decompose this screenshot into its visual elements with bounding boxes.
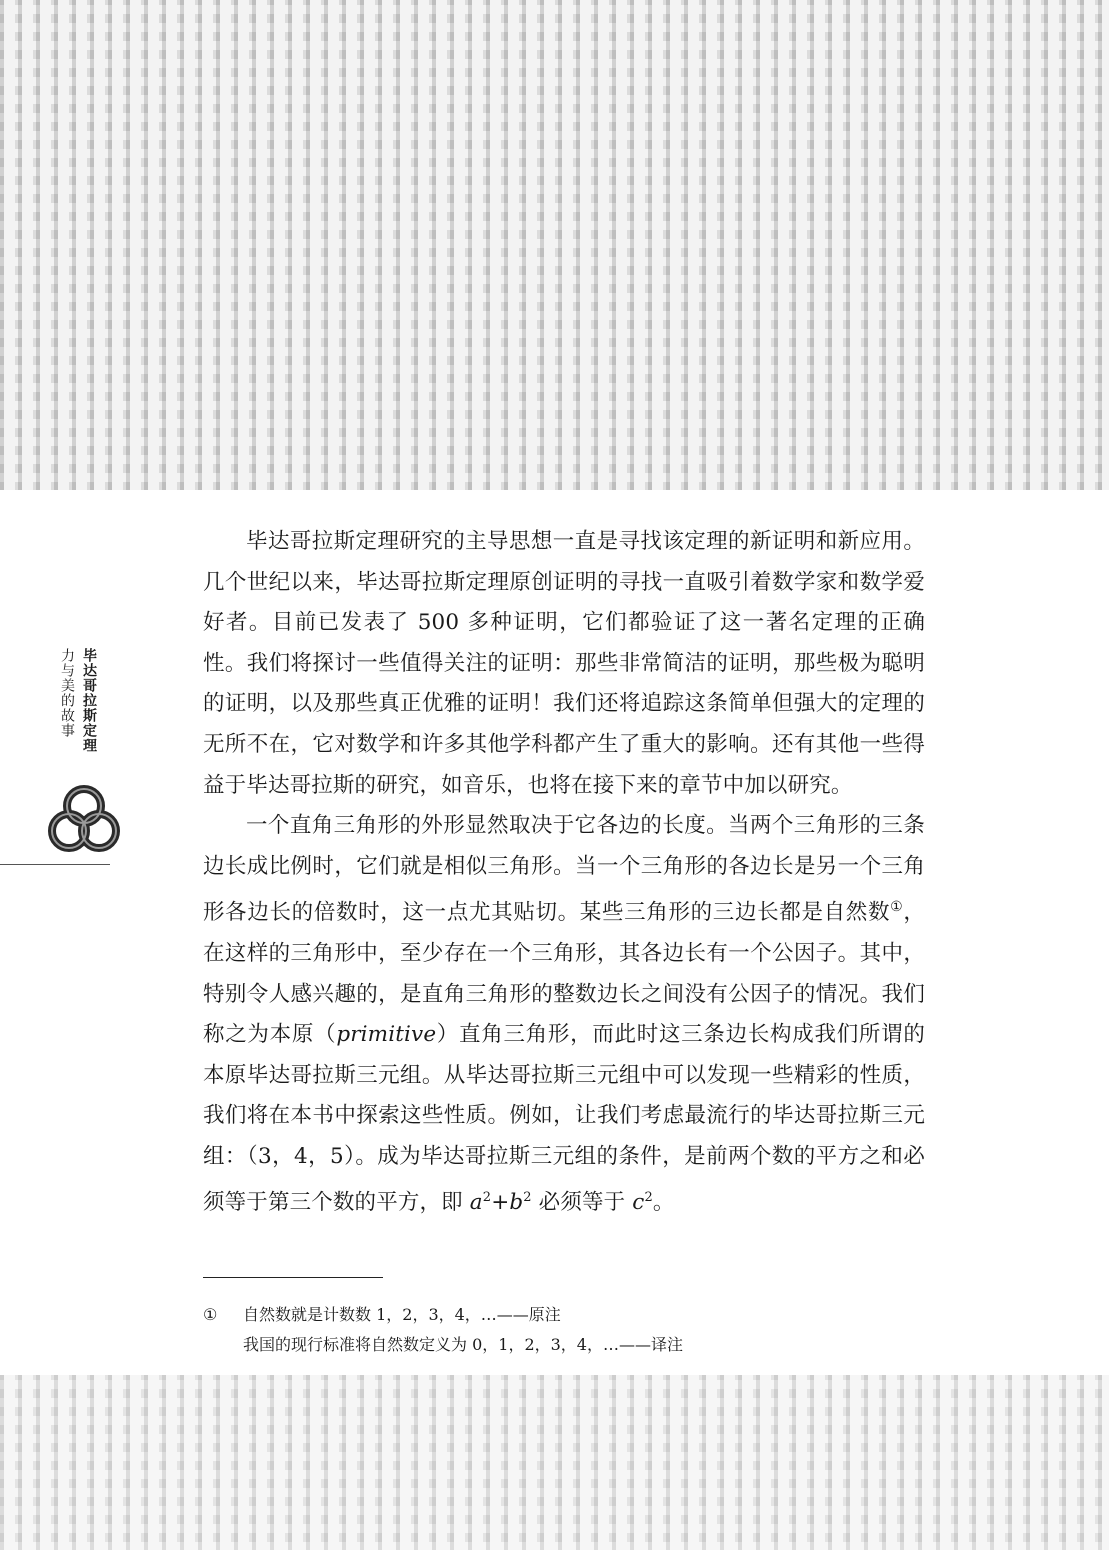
formula-plus: + xyxy=(491,1189,510,1215)
sidebar-rule xyxy=(0,864,110,865)
footnote-line-2: 我国的现行标准将自然数定义为 0，1，2，3，4，…——译注 xyxy=(243,1335,683,1354)
footnote-rule xyxy=(203,1277,383,1278)
formula-b: b xyxy=(509,1189,524,1215)
top-pattern-band xyxy=(0,0,1109,490)
formula-c: c xyxy=(632,1189,645,1215)
footnote-line-1: 自然数就是计数数 1，2，3，4，…——原注 xyxy=(243,1305,561,1324)
paragraph-2-part1: 一个直角三角形的外形显然取决于它各边的长度。当两个三角形的三条边长成比例时，它们就是相似三角形。当一个三角形的各边长是另一个三角形各边长的倍数时，这一点尤其贴切。某些三角形的三边长都是自然数 xyxy=(203,813,925,926)
formula-exponent: 2 xyxy=(482,1189,492,1205)
bottom-pattern-band xyxy=(0,1375,1109,1550)
footnote-reference[interactable]: ① xyxy=(890,899,904,916)
paragraph-2 xyxy=(203,806,925,1223)
knot-icon xyxy=(46,782,122,854)
formula-a: a xyxy=(469,1189,483,1215)
paragraph-2-part4: 必须等于 xyxy=(531,1189,633,1215)
primitive-term: primitive xyxy=(336,1022,437,1048)
main-text xyxy=(203,522,925,1223)
paragraph-2-end: 。 xyxy=(652,1189,675,1215)
footnote-mark: ① xyxy=(203,1305,218,1324)
paragraph-2-part2: ，在这样的三角形中，至少存在一个三角形，其各边长有一个公因子。其中，特别令人感兴趣的，是直角三角形的整数边长之间没有公因子的情况。我们称之为本原（ xyxy=(203,900,925,1048)
book-title: 毕达哥拉斯定理 xyxy=(81,648,97,753)
book-subtitle: 力与美的故事 xyxy=(59,648,75,738)
formula-exponent: 2 xyxy=(523,1189,532,1205)
sidebar xyxy=(0,640,110,870)
formula-exponent: 2 xyxy=(644,1189,653,1205)
paragraph-1: 毕达哥拉斯定理研究的主导思想一直是寻找该定理的新证明和新应用。几个世纪以来，毕达哥拉斯定理原创证明的寻找一直吸引着数学家和数学爱好者。目前已发表了 500 多种证明，它们都验证了这一著名定理的正确性。我们将探讨一些值得关注的证明：那些非常简洁的证明，那些极为聪明的证明，以及那些真正优雅的证明！我们还将追踪这条简单但强大的定理的无所不在，它对数学和许多其他学科都产生了重大的影响。还有其他一些得益于毕达哥拉斯的研究，如音乐，也将在接下来的章节中加以研究。 xyxy=(203,529,925,798)
paragraph-2-part3: ）直角三角形，而此时这三条边长构成我们所谓的本原毕达哥拉斯三元组。从毕达哥拉斯三元组中可以发现一些精彩的性质，我们将在本书中探索这些性质。例如，让我们考虑最流行的毕达哥拉斯三元组：（3，4，5）。成为毕达哥拉斯三元组的条件，是前两个数的平方之和必须等于第三个数的平方，即 xyxy=(203,1022,925,1215)
footnote xyxy=(203,1300,923,1360)
